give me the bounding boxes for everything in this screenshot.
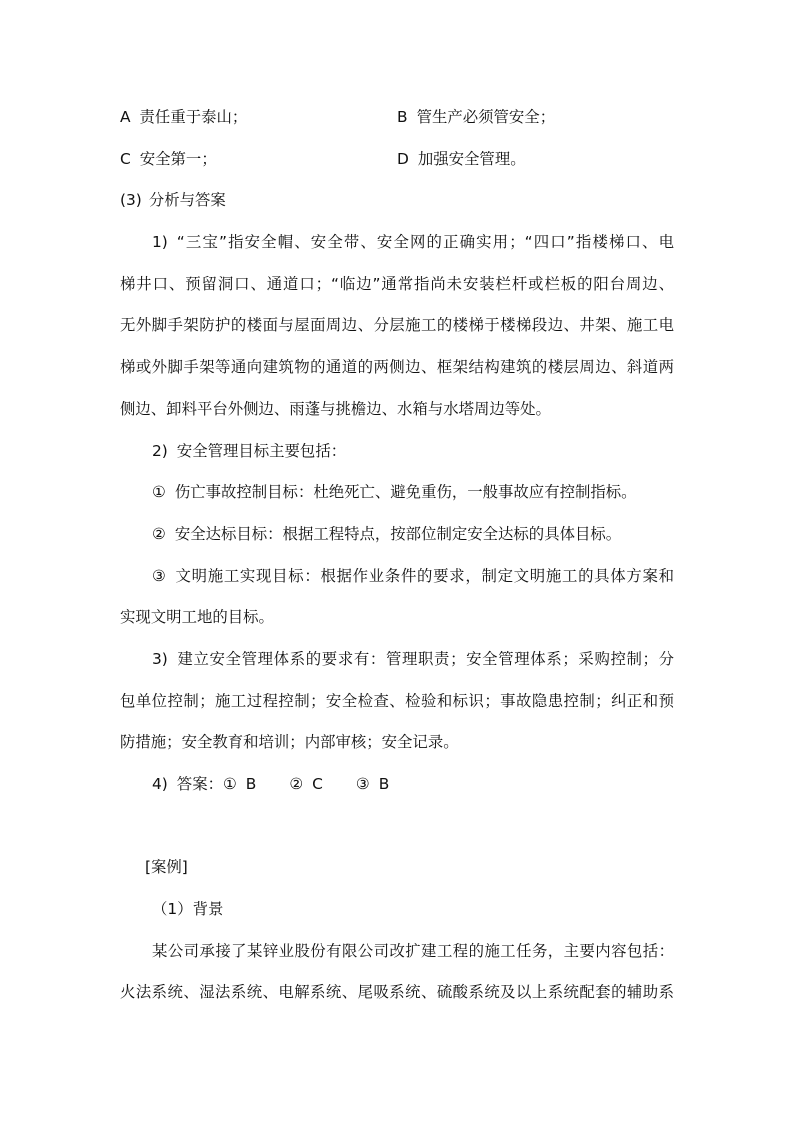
- paragraph-line: 侧边、卸料平台外侧边、雨蓬与挑檐边、水箱与水塔周边等处。: [120, 399, 551, 418]
- answer-value: B: [245, 775, 257, 793]
- answer-value: B: [378, 775, 390, 793]
- goal-line: [152, 556, 674, 598]
- section-title: 分析与答案: [148, 191, 226, 210]
- option-b: [397, 97, 674, 139]
- answer-value: C: [312, 775, 323, 793]
- case-heading: [案例]: [145, 858, 188, 877]
- paragraph-line: 火法系统、湿法系统、电解系统、尾吸系统、硫酸系统及以上系统配套的辅助系: [120, 983, 674, 1002]
- goal-text: 伤亡事故控制目标：杜绝死亡、避免重伤，一般事故应有控制指标。: [174, 483, 637, 502]
- option-letter: C: [120, 149, 131, 168]
- paragraph-line: 包单位控制；施工过程控制；安全检查、检验和标识；事故隐患控制；纠正和预: [120, 691, 674, 710]
- paragraph-text: 安全管理目标主要包括：: [176, 441, 347, 460]
- goal-text: 文明施工实现目标：根据作业条件的要求，制定文明施工的具体方案和: [174, 566, 674, 585]
- background-heading: （1）背景: [152, 900, 224, 919]
- paragraph-line: 梯或外脚手架等通向建筑物的通道的两侧边、框架结构建筑的楼层周边、斜道两: [120, 358, 674, 377]
- paragraph-line: 防措施；安全教育和培训；内部审核；安全记录。: [120, 733, 459, 752]
- goal-number: ①: [152, 483, 166, 502]
- option-d: [397, 139, 674, 181]
- option-text: 责任重于泰山；: [139, 108, 248, 126]
- blank-line: [120, 806, 674, 848]
- paragraph-line: 梯井口、预留洞口、通道口；“临边”通常指尚未安装栏杆或栏板的阳台周边、: [120, 274, 674, 293]
- goal-text: 安全达标目标：根据工程特点，按部位制定安全达标的具体目标。: [174, 524, 622, 543]
- goal-number: ③: [152, 566, 166, 585]
- paragraph-line: [152, 222, 674, 264]
- goal-line: [152, 514, 674, 556]
- item-number: 2): [152, 441, 168, 460]
- option-c: [120, 139, 397, 181]
- answer-number: ②: [289, 775, 304, 793]
- item-number: 1): [152, 233, 168, 252]
- paragraph-line: [152, 431, 674, 473]
- goal-line: [152, 472, 674, 514]
- option-text: 安全第一；: [139, 149, 217, 168]
- goal-line: 实现文明工地的目标。: [120, 608, 274, 627]
- paragraph-text: “三宝”指安全帽、安全带、安全网的正确实用；“四口”指楼梯口、电: [176, 233, 674, 252]
- answers-label: 答案：: [176, 775, 223, 793]
- paragraph-line: 无外脚手架防护的楼面与屋面周边、分层施工的楼梯于楼梯段边、井架、施工电: [120, 316, 674, 335]
- document-page: [120, 97, 674, 1014]
- answers-line: [152, 764, 674, 806]
- option-text: 管生产必须管安全；: [416, 108, 556, 126]
- paragraph-line: [152, 639, 674, 681]
- item-number: 3): [152, 649, 168, 668]
- answer-number: ③: [355, 775, 370, 793]
- answer-number: ①: [222, 775, 237, 793]
- section-number: (3): [120, 191, 142, 210]
- option-letter: B: [397, 108, 408, 126]
- section-heading: [120, 180, 674, 222]
- options-row-1: [120, 97, 674, 139]
- options-row-2: [120, 139, 674, 181]
- option-a: [120, 97, 397, 139]
- option-letter: D: [397, 149, 409, 168]
- item-number: 4): [152, 775, 168, 793]
- paragraph-text: 建立安全管理体系的要求有：管理职责；安全管理体系；采购控制；分: [176, 649, 674, 668]
- paragraph-line: 某公司承接了某锌业股份有限公司改扩建工程的施工任务，主要内容包括：: [152, 941, 674, 960]
- goal-number: ②: [152, 524, 166, 543]
- option-letter: A: [120, 108, 131, 126]
- option-text: 加强安全管理。: [417, 149, 526, 168]
